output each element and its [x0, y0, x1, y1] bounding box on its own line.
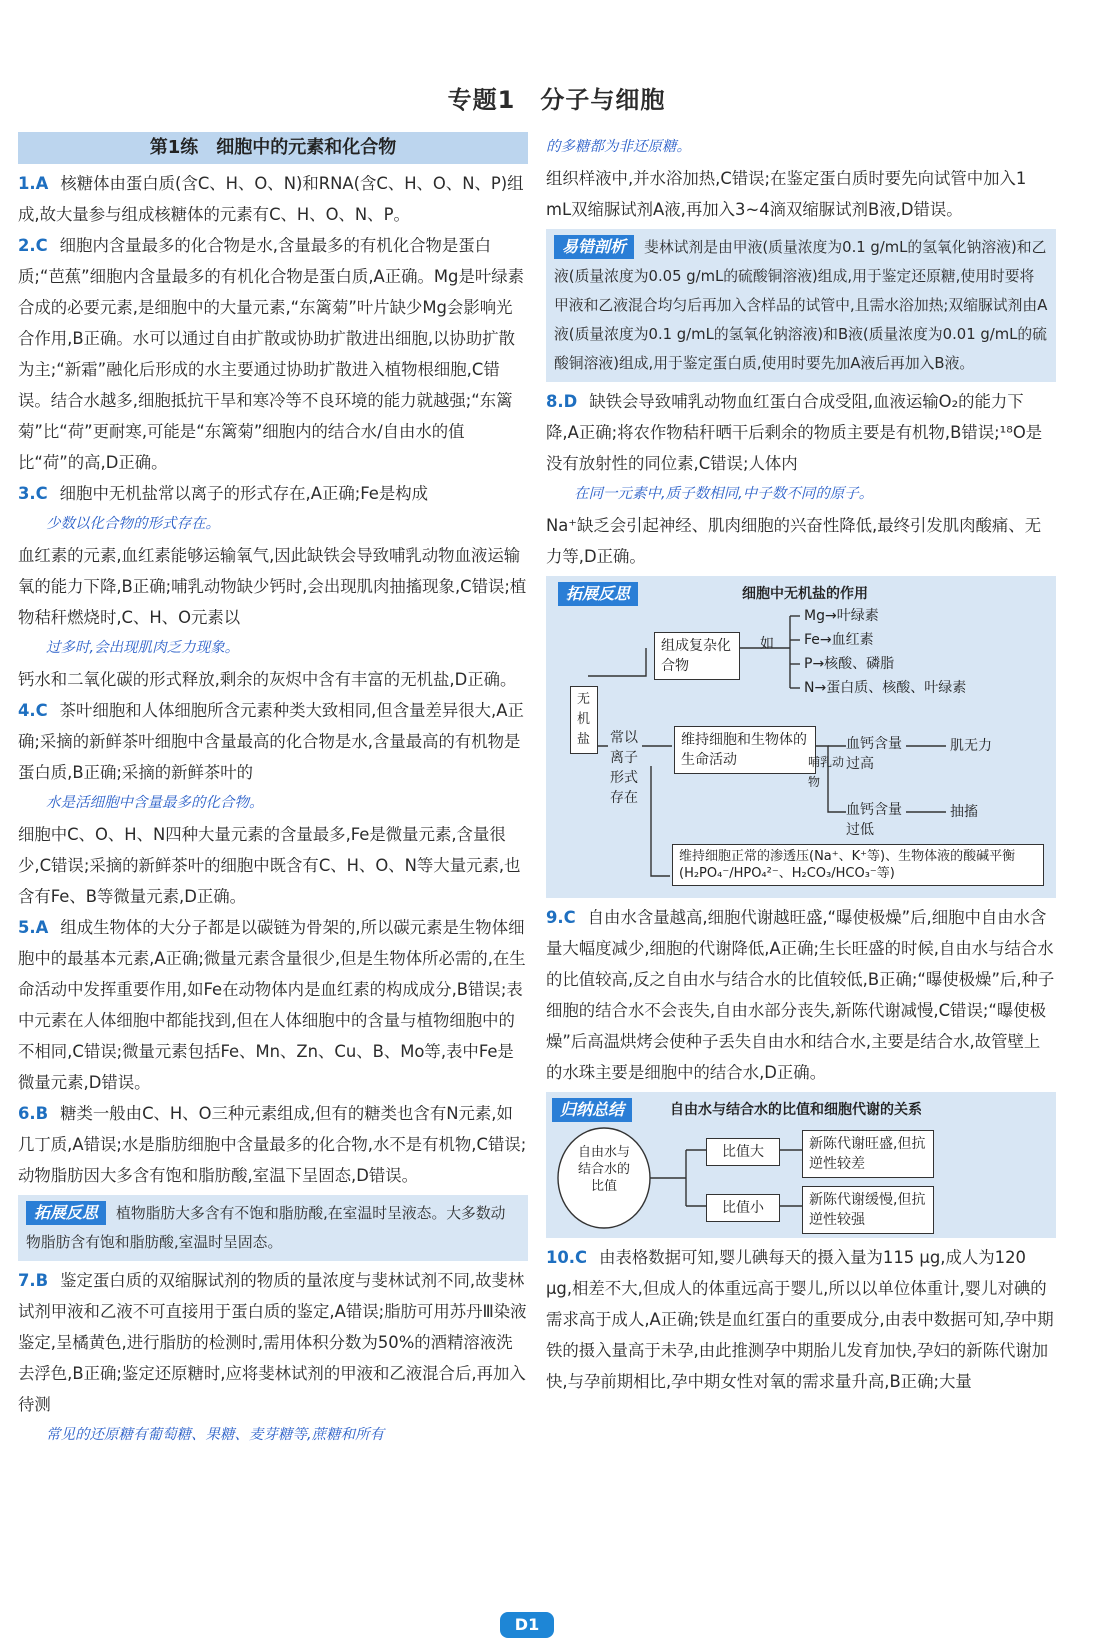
answer-text: 自由水含量越高,细胞代谢越旺盛,“曝使极燥”后,细胞中自由水含量大幅度减少,细胞的代谢降低,A正确;生长旺盛的时候,自由水与结合水的比值较高,反之自由水与结合水的比值较低,B正确;“曝使极燥”后,种子细胞的结合水不会丧失,自由水部分丧失,新陈代谢减慢,C错误;“曝使极燥”后高温烘烤会使种子丢失自由水和结合水,主要是结合水,故管壁上的水珠主要是细胞中的结合水,D正确。	[546, 908, 1055, 1082]
tip-tag: 拓展反思	[26, 1201, 106, 1225]
tip-tag: 易错剖析	[554, 235, 634, 259]
answer-10	[546, 1242, 1056, 1397]
answer-number: 5.A	[18, 918, 49, 937]
compound-node: 组成复杂化合物	[654, 632, 740, 680]
diagram-tag: 归纳总结	[552, 1098, 632, 1122]
page-title: 专题1 分子与细胞	[447, 86, 666, 114]
ratio-low: 比值小	[706, 1194, 780, 1222]
tip-text: 植物脂肪大多含有不饱和脂肪酸,在室温时呈液态。大多数动物脂肪含有饱和脂肪酸,室温时呈固态。	[26, 1205, 506, 1251]
tip-text: 斐林试剂是由甲液(质量浓度为0.1 g/mL的氢氧化钠溶液)和乙液(质量浓度为0.05 g/mL的硫酸铜溶液)组成,用于鉴定还原糖,使用时要将甲液和乙液混合均匀后再加入含样品的试管中,且需水浴加热;双缩脲试剂由A液(质量浓度为0.1 g/mL的氢氧化钠溶液)和B液(质量浓度为0.01 g/mL的硫酸铜溶液)组成,用于鉴定蛋白质,使用时要先加A液后再加入B液。	[554, 239, 1048, 372]
answer-number: 4.C	[18, 701, 48, 720]
answer-1	[18, 168, 528, 230]
answer-text: 茶叶细胞和人体细胞所含元素种类大致相同,但含量差异很大,A正确;采摘的新鲜茶叶细胞中含量最高的化合物是水,含量最高的有机物是蛋白质,B正确;采摘的新鲜茶叶的	[18, 701, 524, 782]
answer-9	[546, 902, 1056, 1088]
answer-number: 3.C	[18, 484, 48, 503]
tip-box	[546, 229, 1056, 382]
ratio-center: 自由水与结合水的比值	[577, 1145, 630, 1194]
answer-text: 鉴定蛋白质的双缩脲试剂的物质的量浓度与斐林试剂不同,故斐林试剂甲液和乙液不可直接用于蛋白质的鉴定,A错误;脂肪可用苏丹Ⅲ染液鉴定,呈橘黄色,进行脂肪的检测时,需用体积分数为50%的酒精溶液洗去浮色,B正确;鉴定还原糖时,应将斐林试剂的甲液和乙液混合后,再加入待测	[18, 1271, 527, 1414]
answer-number: 1.A	[18, 174, 49, 193]
ratio-low-effect: 新陈代谢缓慢,但抗逆性较强	[802, 1186, 934, 1234]
answer-5	[18, 912, 528, 1098]
right-column	[546, 132, 1056, 1397]
answer-text: 糖类一般由C、H、O三种元素组成,但有的糖类也含有N元素,如几丁质,A错误;水是脂肪细胞中含量最多的化合物,水不是有机物,C错误;动物脂肪因大多含有饱和脂肪酸,室温下呈固态,D错误。	[18, 1104, 527, 1185]
answer-text: 细胞内含量最多的化合物是水,含量最多的有机化合物是蛋白质;“芭蕉”细胞内含量最多的有机化合物是蛋白质,A正确。Mg是叶绿素合成的必要元素,是细胞中的大量元素,“东篱菊”叶片缺少Mg会影响光合作用,B正确。水可以通过自由扩散或协助扩散进出细胞,以协助扩散为主;“新霜”融化后形成的水主要通过协助扩散进入植物根细胞,C错误。结合水越多,细胞抵抗干旱和寒冷等不良环境的能力就越强;“东篱菊”比“荷”更耐寒,可能是“东篱菊”细胞内的结合水/自由水的值比“荷”的高,D正确。	[18, 236, 525, 472]
salt-function-diagram	[546, 576, 1056, 898]
answer-2	[18, 230, 528, 478]
answer-number: 9.C	[546, 908, 576, 927]
element-n: N→蛋白质、核酸、叶绿素	[804, 680, 967, 696]
handwritten-note: 的多糖都为非还原糖。	[546, 139, 691, 155]
element-p: P→核酸、磷脂	[804, 656, 895, 672]
answer-text: 缺铁会导致哺乳动物血红蛋白合成受阻,血液运输O₂的能力下降,A正确;将农作物秸秆晒干后剩余的物质主要是有机物,B错误;¹⁸O是没有放射性的同位素,C错误;人体内	[546, 392, 1043, 473]
answer-6	[18, 1098, 528, 1191]
ion-label: 常以离子形式存在	[610, 730, 638, 806]
handwritten-note: 在同一元素中,质子数相同,中子数不同的原子。	[574, 486, 874, 502]
example-label: 如	[760, 636, 774, 652]
answer-3	[18, 478, 528, 509]
element-fe: Fe→血红素	[804, 632, 874, 648]
answer-7	[18, 1265, 528, 1420]
handwritten-note: 常见的还原糖有葡萄糖、果糖、麦芽糖等,蔗糖和所有	[46, 1427, 385, 1443]
answer-4	[18, 695, 528, 788]
root-node: 无机盐	[570, 686, 598, 754]
answer-text: 血红素的元素,血红素能够运输氧气,因此缺铁会导致哺乳动物血液运输氧的能力下降,B正确;哺乳动物缺少钙时,会出现肌肉抽搐现象,C错误;植物秸秆燃烧时,C、H、O元素以	[18, 546, 527, 627]
low-calcium-effect: 抽搐	[950, 804, 978, 820]
high-calcium: 血钙含量过高	[846, 736, 902, 772]
answer-number: 2.C	[18, 236, 48, 255]
element-mg: Mg→叶绿素	[804, 608, 879, 624]
tip-box	[18, 1195, 528, 1261]
answer-number: 10.C	[546, 1248, 588, 1267]
answer-text: 组织样液中,并水浴加热,C错误;在鉴定蛋白质时要先向试管中加入1 mL双缩脲试剂A液,再加入3~4滴双缩脲试剂B液,D错误。	[546, 169, 1027, 219]
left-column	[18, 132, 528, 1451]
handwritten-note: 水是活细胞中含量最多的化合物。	[46, 795, 264, 811]
ratio-high: 比值大	[706, 1138, 780, 1166]
answer-text: 细胞中C、O、H、N四种大量元素的含量最多,Fe是微量元素,含量很少,C错误;采摘的新鲜茶叶的细胞中既含有C、H、O、N等大量元素,也含有Fe、B等微量元素,D正确。	[18, 825, 521, 906]
answer-8	[546, 386, 1056, 479]
handwritten-note: 过多时,会出现肌肉乏力现象。	[46, 640, 240, 656]
osmotic-node: 维持细胞正常的渗透压(Na⁺、K⁺等)、生物体液的酸碱平衡(H₂PO₄⁻/HPO₄²⁻、H₂CO₃/HCO₃⁻等)	[672, 844, 1044, 886]
diagram-title: 自由水与结合水的比值和细胞代谢的关系	[670, 1102, 922, 1118]
answer-text: 细胞中无机盐常以离子的形式存在,A正确;Fe是构成	[59, 484, 429, 503]
ratio-high-effect: 新陈代谢旺盛,但抗逆性较差	[802, 1130, 934, 1178]
answer-number: 6.B	[18, 1104, 49, 1123]
low-calcium: 血钙含量过低	[846, 802, 902, 838]
answer-text: Na⁺缺乏会引起神经、肌肉细胞的兴奋性降低,最终引发肌肉酸痛、无力等,D正确。	[546, 516, 1042, 566]
answer-number: 8.D	[546, 392, 578, 411]
page-number: D1	[500, 1612, 554, 1638]
diagram-title: 细胞中无机盐的作用	[742, 586, 868, 602]
section-heading: 第1练 细胞中的元素和化合物	[18, 132, 528, 164]
answer-text: 由表格数据可知,婴儿碘每天的摄入量为115 μg,成人为120 μg,相差不大,但成人的体重远高于婴儿,所以以单位体重计,婴儿对碘的需求高于成人,A正确;铁是血红蛋白的重要成分,由表中数据可知,孕中期铁的摄入量高于未孕,由此推测孕中期胎儿发育加快,孕妇的新陈代谢加快,与孕前期相比,孕中期女性对氧的需求量升高,B正确;大量	[546, 1248, 1054, 1391]
water-ratio-diagram	[546, 1092, 1056, 1238]
answer-text: 组成生物体的大分子都是以碳链为骨架的,所以碳元素是生物体细胞中的最基本元素,A正确;微量元素含量很少,但是生物体所必需的,在生命活动中发挥重要作用,如Fe在动物体内是血红素的构成成分,B错误;表中元素在人体细胞中都能找到,但在人体细胞中的含量与植物细胞中的不相同,C错误;微量元素包括Fe、Mn、Zn、Cu、B、Mo等,表中Fe是微量元素,D错误。	[18, 918, 526, 1092]
mammal-label: 哺乳动物	[808, 755, 845, 789]
high-calcium-effect: 肌无力	[950, 738, 992, 754]
answer-text: 钙水和二氧化碳的形式释放,剩余的灰烬中含有丰富的无机盐,D正确。	[18, 670, 517, 689]
diagram-tag: 拓展反思	[558, 582, 638, 606]
answer-text: 核糖体由蛋白质(含C、H、O、N)和RNA(含C、H、O、N、P)组成,故大量参与组成核糖体的元素有C、H、O、N、P。	[18, 174, 524, 224]
life-activity-node: 维持细胞和生物体的生命活动	[674, 726, 816, 774]
handwritten-note: 少数以化合物的形式存在。	[46, 516, 220, 532]
answer-number: 7.B	[18, 1271, 49, 1290]
